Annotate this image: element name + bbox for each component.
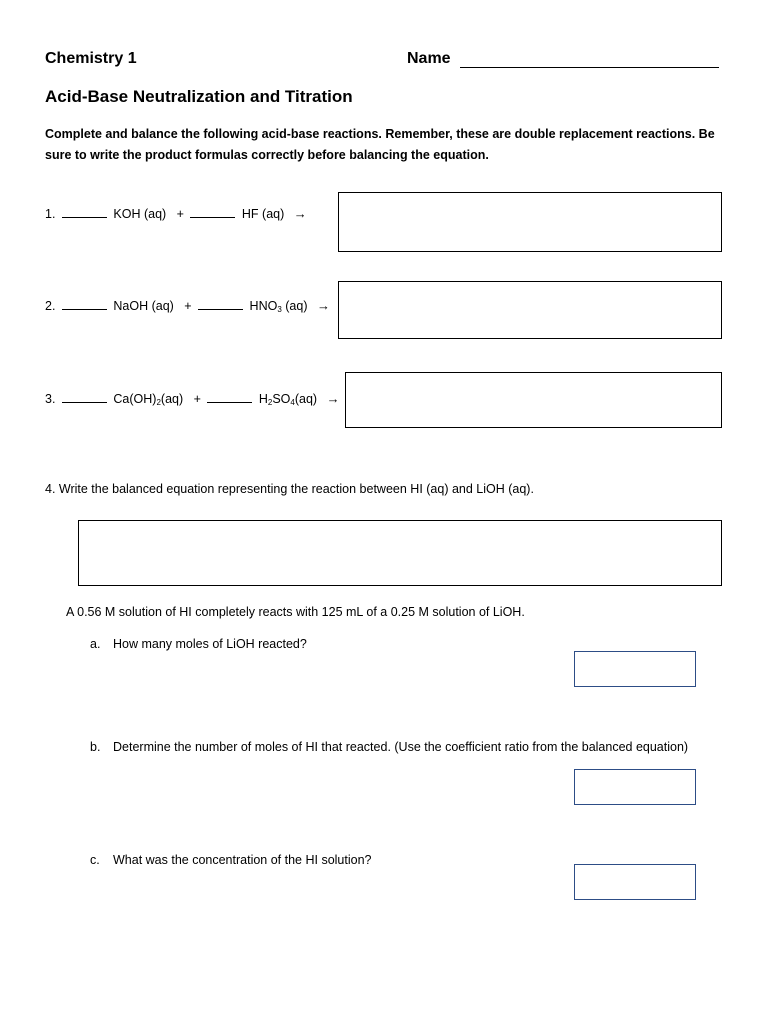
reaction-2: [45, 298, 330, 313]
coefficient-blank-3b[interactable]: [207, 391, 252, 403]
coefficient-blank-1a[interactable]: [62, 206, 107, 218]
answer-box-a[interactable]: [574, 651, 696, 687]
part-text: Determine the number of moles of HI that reacted. (Use the coefficient ratio from the balanced equation): [113, 740, 689, 754]
answer-box-b[interactable]: [574, 769, 696, 805]
coefficient-blank-2b[interactable]: [198, 298, 243, 310]
given-information: A 0.56 M solution of HI completely reacts with 125 mL of a 0.25 M solution of LiOH.: [66, 605, 525, 619]
part-text: How many moles of LiOH reacted?: [113, 637, 307, 651]
answer-box-c[interactable]: [574, 864, 696, 900]
name-label: Name: [407, 50, 451, 67]
part-letter: b.: [90, 740, 101, 754]
arrow-icon: →: [293, 206, 307, 221]
part-text: What was the concentration of the HI solution?: [113, 853, 372, 867]
coefficient-blank-3a[interactable]: [62, 391, 107, 403]
reactant-2: HF (aq): [241, 207, 285, 221]
reaction-3: [45, 391, 340, 406]
instructions: Complete and balance the following acid-base reactions. Remember, these are double replacement reactions. Be sure to write the product formulas correctly before balancing the equation.: [45, 127, 715, 162]
reactant-2: $HNO_3$ (aq): [249, 299, 308, 314]
arrow-icon: →: [326, 391, 340, 406]
products-box-1[interactable]: [338, 192, 722, 252]
reaction-number: 1.: [45, 207, 56, 221]
products-box-3[interactable]: [345, 372, 722, 428]
plus-sign: +: [184, 299, 192, 313]
reactant-1: NaOH (aq): [113, 299, 174, 313]
question-4-prompt: 4. Write the balanced equation representing the reaction between HI (aq) and LiOH (aq).: [45, 482, 534, 496]
plus-sign: +: [176, 207, 184, 221]
part-letter: c.: [90, 853, 100, 867]
arrow-icon: →: [316, 298, 330, 313]
plus-sign: +: [193, 392, 201, 406]
part-b: [90, 737, 720, 758]
reactant-1: $Ca(OH)_2(aq)$: [113, 392, 184, 407]
reaction-number: 3.: [45, 392, 56, 406]
worksheet-title: Acid-Base Neutralization and Titration: [45, 87, 353, 106]
reactant-1: KOH (aq): [113, 207, 167, 221]
name-field-line[interactable]: [460, 67, 719, 68]
reactant-2: $H_2SO_4(aq)$: [258, 392, 318, 407]
reaction-1: [45, 206, 307, 221]
balanced-equation-box[interactable]: [78, 520, 722, 586]
part-letter: a.: [90, 637, 101, 651]
course-title: Chemistry 1: [45, 50, 137, 67]
products-box-2[interactable]: [338, 281, 722, 339]
coefficient-blank-2a[interactable]: [62, 298, 107, 310]
reaction-number: 2.: [45, 299, 56, 313]
coefficient-blank-1b[interactable]: [190, 206, 235, 218]
